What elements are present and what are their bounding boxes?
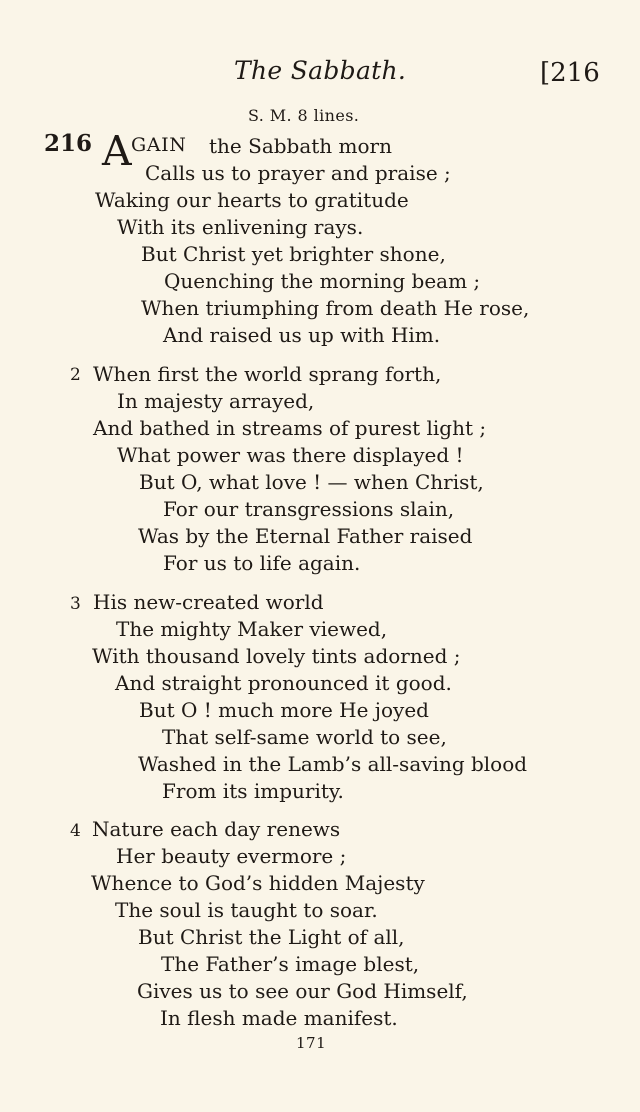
stanza-2-line-1: When first the world sprang forth, [93, 362, 442, 386]
stanza-1-line-2: Calls us to prayer and praise ; [145, 161, 451, 185]
stanza-3-line-5: But O ! much more He joyed [139, 698, 429, 722]
stanza-2-number: 2 [70, 365, 81, 385]
stanza-2-line-2: In majesty arrayed, [117, 389, 315, 413]
first-word-rest: GAIN [131, 134, 187, 156]
stanza-2-line-6: For our transgressions slain, [163, 497, 455, 521]
stanza-2-line-4: What power was there displayed ! [117, 443, 464, 467]
running-header-hymn-number: [216 [540, 58, 600, 88]
running-header-title: The Sabbath. [234, 56, 407, 85]
stanza-2-line-5: But O, what love ! — when Christ, [139, 470, 484, 494]
footer-page-number: 171 [296, 1034, 327, 1052]
stanza-4-line-4: The soul is taught to soar. [115, 898, 378, 922]
stanza-1-line-5: But Christ yet brighter shone, [141, 242, 446, 266]
stanza-2-line-3: And bathed in streams of purest light ; [93, 416, 487, 440]
stanza-3-line-4: And straight pronounced it good. [115, 671, 452, 695]
stanza-4-line-3: Whence to God’s hidden Majesty [91, 871, 425, 895]
stanza-4-line-2: Her beauty evermore ; [116, 844, 347, 868]
stanza-1-line-7: When triumphing from death He rose, [141, 296, 530, 320]
stanza-3-line-8: From its impurity. [162, 779, 344, 803]
stanza-1-line-6: Quenching the morning beam ; [164, 269, 481, 293]
stanza-1-line-4: With its enlivening rays. [117, 215, 364, 239]
stanza-4-line-1: Nature each day renews [92, 817, 341, 841]
stanza-2-line-8: For us to life again. [163, 551, 361, 575]
stanza-4-line-7: Gives us to see our God Himself, [137, 979, 468, 1003]
stanza-1-line-3: Waking our hearts to gratitude [95, 188, 409, 212]
stanza-4-line-8: In flesh made manifest. [160, 1006, 398, 1030]
stanza-3-line-7: Washed in the Lamb’s all-saving blood [138, 752, 528, 776]
stanza-4-line-6: The Father’s image blest, [161, 952, 420, 976]
stanza-3-line-2: The mighty Maker viewed, [116, 617, 388, 641]
stanza-1-line-8: And raised us up with Him. [163, 323, 441, 347]
stanza-3-line-1: His new-created world [93, 590, 324, 614]
stanza-4-line-5: But Christ the Light of all, [138, 925, 405, 949]
stanza-3-number: 3 [70, 594, 81, 614]
stanza-3-line-3: With thousand lovely tints adorned ; [92, 644, 461, 668]
stanza-1-line-1: the Sabbath morn [209, 134, 392, 158]
stanza-3-line-6: That self-same world to see, [162, 725, 447, 749]
meter-indication: S. M. 8 lines. [248, 106, 360, 125]
stanza-2-line-7: Was by the Eternal Father raised [138, 524, 473, 548]
drop-cap: A [102, 127, 132, 175]
stanza-4-number: 4 [70, 821, 81, 841]
hymn-number: 216 [44, 130, 93, 157]
